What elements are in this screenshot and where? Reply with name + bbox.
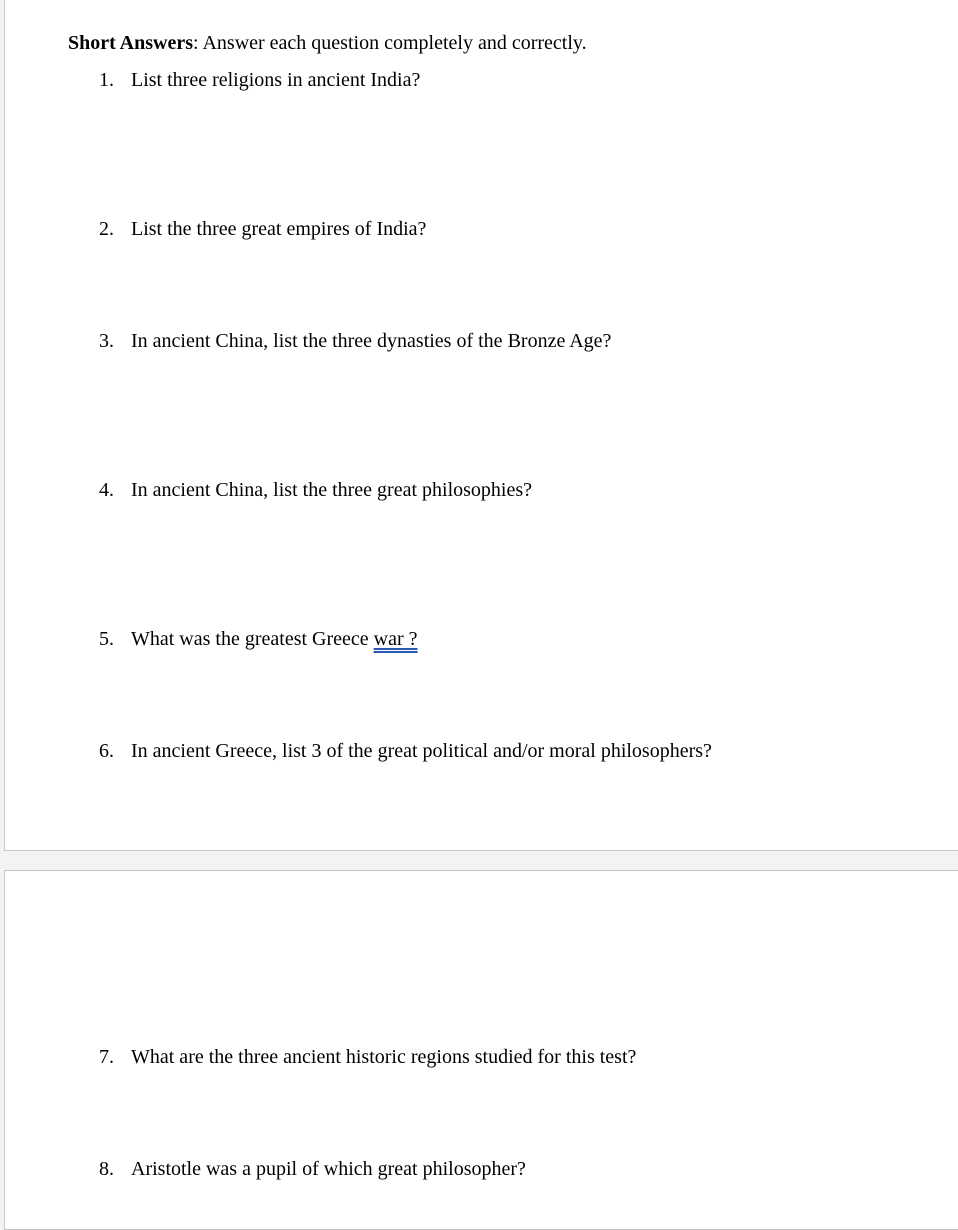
question-5 — [99, 627, 418, 651]
question-number: 6. — [99, 740, 114, 762]
heading-bold-label: Short Answers — [68, 32, 194, 54]
question-text: In ancient China, list the three dynasties of the Bronze Age? — [131, 330, 612, 352]
question-text: What was the greatest Greece — [131, 628, 374, 650]
question-number: 8. — [99, 1158, 114, 1180]
question-text: In ancient China, list the three great philosophies? — [131, 479, 532, 501]
question-text: List three religions in ancient India? — [131, 69, 421, 91]
question-number: 4. — [99, 479, 114, 501]
question-7 — [99, 1045, 636, 1069]
grammar-flagged-text[interactable]: war ? — [373, 628, 418, 650]
question-number: 7. — [99, 1046, 114, 1068]
document-page-1 — [4, 0, 958, 851]
question-number: 2. — [99, 218, 114, 240]
question-text: Aristotle was a pupil of which great philosopher? — [131, 1158, 526, 1180]
question-number: 1. — [99, 69, 114, 91]
heading-text: : Answer each question completely and correctly. — [193, 32, 587, 54]
question-3 — [99, 329, 611, 353]
question-number: 5. — [99, 628, 114, 650]
question-4 — [99, 478, 532, 502]
question-text: In ancient Greece, list 3 of the great political and/or moral philosophers? — [131, 740, 712, 762]
question-8 — [99, 1157, 526, 1181]
instructions-heading — [68, 31, 587, 55]
question-1 — [99, 68, 420, 92]
document-page-2 — [4, 870, 958, 1230]
question-6 — [99, 739, 712, 763]
question-2 — [99, 217, 426, 241]
question-text: What are the three ancient historic regions studied for this test? — [131, 1046, 637, 1068]
question-number: 3. — [99, 330, 114, 352]
question-text: List the three great empires of India? — [131, 218, 427, 240]
